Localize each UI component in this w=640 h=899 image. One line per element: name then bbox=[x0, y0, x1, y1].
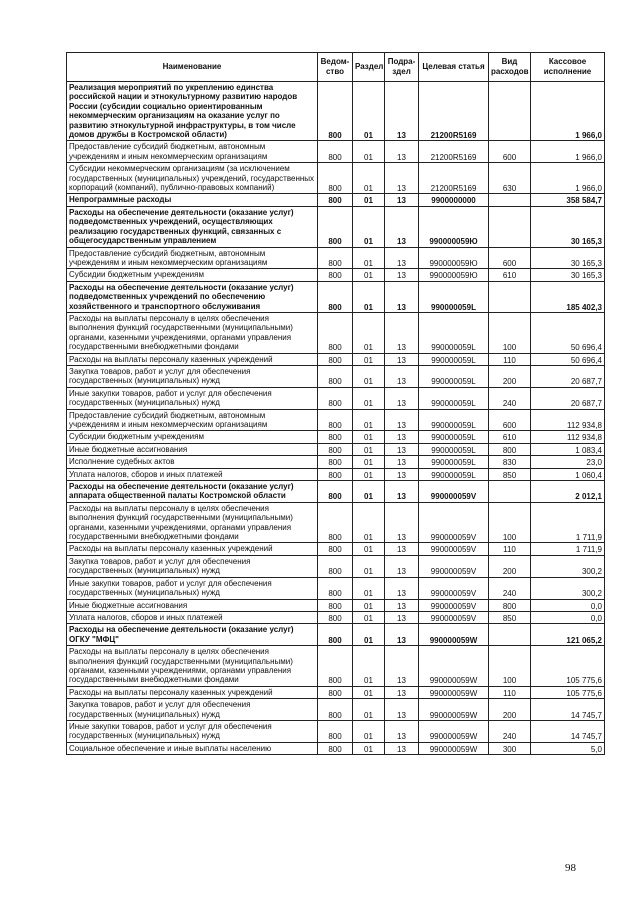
cell-razdel: 01 bbox=[353, 502, 385, 543]
cell-podrazdel: 13 bbox=[385, 611, 419, 623]
table-row bbox=[67, 353, 605, 365]
cell-vedomstvo: 800 bbox=[318, 312, 353, 353]
cell-razdel: 01 bbox=[353, 599, 385, 611]
cell-amount: 50 696,4 bbox=[531, 353, 605, 365]
cell-vedomstvo: 800 bbox=[318, 624, 353, 646]
cell-podrazdel: 13 bbox=[385, 599, 419, 611]
cell-razdel: 01 bbox=[353, 481, 385, 503]
table-row bbox=[67, 502, 605, 543]
cell-amount: 30 165,3 bbox=[531, 247, 605, 269]
cell-statya: 990000059L bbox=[419, 353, 489, 365]
cell-vid: 300 bbox=[489, 742, 531, 754]
cell-statya: 990000059V bbox=[419, 502, 489, 543]
cell-name: Иные закупки товаров, работ и услуг для обеспечения государственных (муниципальных) нужд bbox=[67, 577, 318, 599]
cell-razdel: 01 bbox=[353, 387, 385, 409]
cell-amount: 30 165,3 bbox=[531, 269, 605, 281]
cell-statya: 990000059L bbox=[419, 312, 489, 353]
cell-razdel: 01 bbox=[353, 194, 385, 206]
cell-vedomstvo: 800 bbox=[318, 269, 353, 281]
cell-razdel: 01 bbox=[353, 720, 385, 742]
table-row bbox=[67, 443, 605, 455]
cell-name: Закупка товаров, работ и услуг для обеспечения государственных (муниципальных) нужд bbox=[67, 555, 318, 577]
table-row bbox=[67, 720, 605, 742]
cell-podrazdel: 13 bbox=[385, 577, 419, 599]
cell-statya: 990000059L bbox=[419, 365, 489, 387]
cell-amount: 1 711,9 bbox=[531, 502, 605, 543]
cell-vedomstvo: 800 bbox=[318, 646, 353, 687]
table-row bbox=[67, 699, 605, 721]
table-row bbox=[67, 577, 605, 599]
cell-amount: 0,0 bbox=[531, 611, 605, 623]
cell-amount: 50 696,4 bbox=[531, 312, 605, 353]
cell-name: Закупка товаров, работ и услуг для обеспечения государственных (муниципальных) нужд bbox=[67, 365, 318, 387]
cell-name: Расходы на выплаты персоналу казенных учреждений bbox=[67, 686, 318, 698]
cell-vedomstvo: 800 bbox=[318, 686, 353, 698]
cell-vedomstvo: 800 bbox=[318, 82, 353, 141]
cell-vedomstvo: 800 bbox=[318, 611, 353, 623]
header-vedomstvo: Ведом-ство bbox=[318, 53, 353, 82]
cell-statya: 990000059W bbox=[419, 646, 489, 687]
cell-statya: 990000059V bbox=[419, 555, 489, 577]
cell-vid: 630 bbox=[489, 163, 531, 194]
cell-razdel: 01 bbox=[353, 646, 385, 687]
cell-vid bbox=[489, 82, 531, 141]
cell-statya: 990000059W bbox=[419, 720, 489, 742]
cell-razdel: 01 bbox=[353, 468, 385, 480]
cell-name: Иные бюджетные ассигнования bbox=[67, 599, 318, 611]
cell-vid: 100 bbox=[489, 502, 531, 543]
table-row bbox=[67, 646, 605, 687]
cell-name: Расходы на выплаты персоналу в целях обеспечения выполнения функций государственными (муниципальными) органами, казенными учреждениями, органами управления государственными внебюджетными фондами bbox=[67, 312, 318, 353]
cell-vid: 110 bbox=[489, 353, 531, 365]
cell-name: Расходы на обеспечение деятельности (оказание услуг) подведомственных учреждений по обеспечению хозяйственного и транспортного обслуживания bbox=[67, 281, 318, 312]
table-row bbox=[67, 365, 605, 387]
cell-amount: 1 966,0 bbox=[531, 163, 605, 194]
cell-razdel: 01 bbox=[353, 312, 385, 353]
cell-vedomstvo: 800 bbox=[318, 409, 353, 431]
table-row bbox=[67, 247, 605, 269]
cell-vid bbox=[489, 481, 531, 503]
cell-name: Расходы на обеспечение деятельности (оказание услуг) аппарата общественной палаты Костромской области bbox=[67, 481, 318, 503]
cell-vedomstvo: 800 bbox=[318, 194, 353, 206]
cell-name: Расходы на выплаты персоналу казенных учреждений bbox=[67, 543, 318, 555]
cell-vid: 850 bbox=[489, 468, 531, 480]
cell-razdel: 01 bbox=[353, 163, 385, 194]
table-row bbox=[67, 468, 605, 480]
cell-statya: 990000059W bbox=[419, 742, 489, 754]
cell-amount: 14 745,7 bbox=[531, 720, 605, 742]
cell-amount: 358 584,7 bbox=[531, 194, 605, 206]
cell-name: Уплата налогов, сборов и иных платежей bbox=[67, 611, 318, 623]
table-row bbox=[67, 312, 605, 353]
cell-statya: 9900000000 bbox=[419, 194, 489, 206]
cell-amount: 5,0 bbox=[531, 742, 605, 754]
cell-name: Предоставление субсидий бюджетным, автономным учреждениям и иным некоммерческим организациям bbox=[67, 141, 318, 163]
cell-amount: 20 687,7 bbox=[531, 387, 605, 409]
cell-amount: 105 775,6 bbox=[531, 686, 605, 698]
cell-amount: 2 012,1 bbox=[531, 481, 605, 503]
cell-amount: 185 402,3 bbox=[531, 281, 605, 312]
cell-statya: 990000059V bbox=[419, 611, 489, 623]
page-number: 98 bbox=[565, 862, 576, 874]
cell-name: Расходы на выплаты персоналу казенных учреждений bbox=[67, 353, 318, 365]
table-row bbox=[67, 686, 605, 698]
cell-podrazdel: 13 bbox=[385, 163, 419, 194]
cell-vedomstvo: 800 bbox=[318, 443, 353, 455]
table-row bbox=[67, 206, 605, 247]
cell-vid: 800 bbox=[489, 443, 531, 455]
cell-amount: 1 966,0 bbox=[531, 141, 605, 163]
cell-podrazdel: 13 bbox=[385, 247, 419, 269]
cell-vedomstvo: 800 bbox=[318, 365, 353, 387]
cell-vid: 600 bbox=[489, 141, 531, 163]
table-row bbox=[67, 163, 605, 194]
cell-vid: 100 bbox=[489, 312, 531, 353]
cell-name: Субсидии бюджетным учреждениям bbox=[67, 269, 318, 281]
header-podrazdel: Подра-здел bbox=[385, 53, 419, 82]
cell-razdel: 01 bbox=[353, 365, 385, 387]
cell-statya: 21200R5169 bbox=[419, 141, 489, 163]
cell-amount: 300,2 bbox=[531, 555, 605, 577]
cell-razdel: 01 bbox=[353, 431, 385, 443]
cell-statya: 21200R5169 bbox=[419, 163, 489, 194]
cell-statya: 990000059V bbox=[419, 543, 489, 555]
cell-vid: 110 bbox=[489, 686, 531, 698]
cell-razdel: 01 bbox=[353, 555, 385, 577]
cell-amount: 20 687,7 bbox=[531, 365, 605, 387]
cell-statya: 990000059L bbox=[419, 431, 489, 443]
cell-podrazdel: 13 bbox=[385, 481, 419, 503]
cell-vid: 240 bbox=[489, 577, 531, 599]
table-row bbox=[67, 269, 605, 281]
cell-vid: 610 bbox=[489, 431, 531, 443]
table-row bbox=[67, 387, 605, 409]
cell-statya: 990000059L bbox=[419, 281, 489, 312]
cell-podrazdel: 13 bbox=[385, 699, 419, 721]
cell-name: Социальное обеспечение и иные выплаты населению bbox=[67, 742, 318, 754]
cell-amount: 30 165,3 bbox=[531, 206, 605, 247]
cell-vid: 800 bbox=[489, 599, 531, 611]
cell-podrazdel: 13 bbox=[385, 456, 419, 468]
cell-vid: 200 bbox=[489, 555, 531, 577]
cell-razdel: 01 bbox=[353, 206, 385, 247]
table-row bbox=[67, 431, 605, 443]
cell-name: Предоставление субсидий бюджетным, автономным учреждениям и иным некоммерческим организациям bbox=[67, 247, 318, 269]
cell-vedomstvo: 800 bbox=[318, 141, 353, 163]
cell-statya: 990000059W bbox=[419, 624, 489, 646]
cell-statya: 990000059W bbox=[419, 699, 489, 721]
cell-name: Расходы на обеспечение деятельности (оказание услуг) ОГКУ "МФЦ" bbox=[67, 624, 318, 646]
cell-podrazdel: 13 bbox=[385, 269, 419, 281]
cell-razdel: 01 bbox=[353, 269, 385, 281]
cell-statya: 990000059Ю bbox=[419, 247, 489, 269]
header-vid: Вид расходов bbox=[489, 53, 531, 82]
cell-name: Расходы на выплаты персоналу в целях обеспечения выполнения функций государственными (муниципальными) органами, казенными учреждениями, органами управления государственными внебюджетными фондами bbox=[67, 646, 318, 687]
cell-podrazdel: 13 bbox=[385, 365, 419, 387]
cell-razdel: 01 bbox=[353, 742, 385, 754]
cell-amount: 105 775,6 bbox=[531, 646, 605, 687]
cell-razdel: 01 bbox=[353, 624, 385, 646]
cell-podrazdel: 13 bbox=[385, 624, 419, 646]
cell-razdel: 01 bbox=[353, 409, 385, 431]
cell-statya: 990000059W bbox=[419, 686, 489, 698]
cell-razdel: 01 bbox=[353, 611, 385, 623]
header-ispolnenie: Кассовое исполнение bbox=[531, 53, 605, 82]
cell-vedomstvo: 800 bbox=[318, 431, 353, 443]
cell-name: Расходы на выплаты персоналу в целях обеспечения выполнения функций государственными (муниципальными) органами, казенными учреждениями, органами управления государственными внебюджетными фондами bbox=[67, 502, 318, 543]
cell-vid: 110 bbox=[489, 543, 531, 555]
cell-statya: 990000059L bbox=[419, 443, 489, 455]
cell-amount: 112 934,8 bbox=[531, 409, 605, 431]
cell-vedomstvo: 800 bbox=[318, 281, 353, 312]
cell-vedomstvo: 800 bbox=[318, 247, 353, 269]
cell-vedomstvo: 800 bbox=[318, 577, 353, 599]
cell-razdel: 01 bbox=[353, 577, 385, 599]
cell-podrazdel: 13 bbox=[385, 543, 419, 555]
cell-podrazdel: 13 bbox=[385, 353, 419, 365]
cell-statya: 990000059L bbox=[419, 468, 489, 480]
cell-podrazdel: 13 bbox=[385, 431, 419, 443]
table-row bbox=[67, 281, 605, 312]
cell-vid: 600 bbox=[489, 409, 531, 431]
cell-vid: 200 bbox=[489, 699, 531, 721]
cell-vedomstvo: 800 bbox=[318, 599, 353, 611]
cell-vedomstvo: 800 bbox=[318, 742, 353, 754]
cell-amount: 14 745,7 bbox=[531, 699, 605, 721]
cell-amount: 1 060,4 bbox=[531, 468, 605, 480]
cell-name: Предоставление субсидий бюджетным, автономным учреждениям и иным некоммерческим организациям bbox=[67, 409, 318, 431]
cell-vedomstvo: 800 bbox=[318, 481, 353, 503]
cell-vid bbox=[489, 194, 531, 206]
cell-vid bbox=[489, 624, 531, 646]
cell-statya: 990000059L bbox=[419, 409, 489, 431]
cell-vedomstvo: 800 bbox=[318, 163, 353, 194]
cell-name: Субсидии бюджетным учреждениям bbox=[67, 431, 318, 443]
cell-statya: 21200R5169 bbox=[419, 82, 489, 141]
cell-vid: 240 bbox=[489, 387, 531, 409]
cell-vedomstvo: 800 bbox=[318, 543, 353, 555]
table-row bbox=[67, 194, 605, 206]
cell-amount: 1 966,0 bbox=[531, 82, 605, 141]
cell-razdel: 01 bbox=[353, 141, 385, 163]
cell-razdel: 01 bbox=[353, 543, 385, 555]
cell-amount: 300,2 bbox=[531, 577, 605, 599]
table-row bbox=[67, 611, 605, 623]
cell-podrazdel: 13 bbox=[385, 141, 419, 163]
cell-vedomstvo: 800 bbox=[318, 699, 353, 721]
cell-name: Иные закупки товаров, работ и услуг для обеспечения государственных (муниципальных) нужд bbox=[67, 387, 318, 409]
cell-vedomstvo: 800 bbox=[318, 456, 353, 468]
cell-podrazdel: 13 bbox=[385, 742, 419, 754]
table-row bbox=[67, 742, 605, 754]
cell-name: Расходы на обеспечение деятельности (оказание услуг) подведомственных учреждений, осуществляющих реализацию государственных функций, связанных с общегосударственным управлением bbox=[67, 206, 318, 247]
table-row bbox=[67, 599, 605, 611]
cell-amount: 112 934,8 bbox=[531, 431, 605, 443]
cell-podrazdel: 13 bbox=[385, 720, 419, 742]
cell-name: Закупка товаров, работ и услуг для обеспечения государственных (муниципальных) нужд bbox=[67, 699, 318, 721]
cell-statya: 990000059V bbox=[419, 481, 489, 503]
cell-statya: 990000059V bbox=[419, 577, 489, 599]
cell-podrazdel: 13 bbox=[385, 409, 419, 431]
cell-name: Уплата налогов, сборов и иных платежей bbox=[67, 468, 318, 480]
cell-amount: 1 083,4 bbox=[531, 443, 605, 455]
cell-vedomstvo: 800 bbox=[318, 206, 353, 247]
cell-amount: 121 065,2 bbox=[531, 624, 605, 646]
cell-amount: 0,0 bbox=[531, 599, 605, 611]
cell-vedomstvo: 800 bbox=[318, 555, 353, 577]
cell-name: Непрограммные расходы bbox=[67, 194, 318, 206]
cell-name: Исполнение судебных актов bbox=[67, 456, 318, 468]
table-row bbox=[67, 481, 605, 503]
table-row bbox=[67, 141, 605, 163]
table-header-row bbox=[67, 53, 605, 82]
table-row bbox=[67, 82, 605, 141]
cell-statya: 990000059V bbox=[419, 599, 489, 611]
header-name: Наименование bbox=[67, 53, 318, 82]
cell-podrazdel: 13 bbox=[385, 686, 419, 698]
cell-razdel: 01 bbox=[353, 281, 385, 312]
cell-vedomstvo: 800 bbox=[318, 468, 353, 480]
cell-podrazdel: 13 bbox=[385, 502, 419, 543]
cell-vid: 830 bbox=[489, 456, 531, 468]
cell-vid: 610 bbox=[489, 269, 531, 281]
table-row bbox=[67, 543, 605, 555]
header-razdel: Раздел bbox=[353, 53, 385, 82]
cell-statya: 990000059Ю bbox=[419, 269, 489, 281]
cell-vedomstvo: 800 bbox=[318, 502, 353, 543]
cell-podrazdel: 13 bbox=[385, 555, 419, 577]
cell-vedomstvo: 800 bbox=[318, 387, 353, 409]
cell-name: Иные закупки товаров, работ и услуг для обеспечения государственных (муниципальных) нужд bbox=[67, 720, 318, 742]
cell-razdel: 01 bbox=[353, 443, 385, 455]
cell-vid: 240 bbox=[489, 720, 531, 742]
cell-razdel: 01 bbox=[353, 247, 385, 269]
header-statya: Целевая статья bbox=[419, 53, 489, 82]
cell-razdel: 01 bbox=[353, 686, 385, 698]
cell-podrazdel: 13 bbox=[385, 646, 419, 687]
cell-razdel: 01 bbox=[353, 353, 385, 365]
cell-statya: 990000059L bbox=[419, 456, 489, 468]
cell-razdel: 01 bbox=[353, 699, 385, 721]
cell-podrazdel: 13 bbox=[385, 443, 419, 455]
cell-vid bbox=[489, 206, 531, 247]
table-row bbox=[67, 409, 605, 431]
cell-razdel: 01 bbox=[353, 456, 385, 468]
cell-amount: 1 711,9 bbox=[531, 543, 605, 555]
cell-vid: 100 bbox=[489, 646, 531, 687]
cell-podrazdel: 13 bbox=[385, 82, 419, 141]
cell-statya: 990000059L bbox=[419, 387, 489, 409]
cell-podrazdel: 13 bbox=[385, 194, 419, 206]
table-body bbox=[67, 82, 605, 755]
cell-amount: 23,0 bbox=[531, 456, 605, 468]
budget-table-container bbox=[66, 52, 604, 755]
cell-name: Реализация мероприятий по укреплению единства российской нации и этнокультурному развитию народов России (субсидии социально ориентированным некоммерческим организациям на оказание услуг по развитию этнокультурной инфраструктуры, в том числе домов дружбы в Костромской области) bbox=[67, 82, 318, 141]
cell-podrazdel: 13 bbox=[385, 387, 419, 409]
cell-podrazdel: 13 bbox=[385, 206, 419, 247]
cell-podrazdel: 13 bbox=[385, 468, 419, 480]
cell-podrazdel: 13 bbox=[385, 312, 419, 353]
cell-vedomstvo: 800 bbox=[318, 720, 353, 742]
table-row bbox=[67, 624, 605, 646]
cell-vid: 200 bbox=[489, 365, 531, 387]
cell-vid bbox=[489, 281, 531, 312]
cell-name: Субсидии некоммерческим организациям (за исключением государственных (муниципальных) учреждений, государственных корпораций (компаний), публично-правовых компаний) bbox=[67, 163, 318, 194]
cell-name: Иные бюджетные ассигнования bbox=[67, 443, 318, 455]
cell-vid: 850 bbox=[489, 611, 531, 623]
cell-statya: 990000059Ю bbox=[419, 206, 489, 247]
cell-vid: 600 bbox=[489, 247, 531, 269]
budget-table bbox=[66, 52, 605, 755]
cell-vedomstvo: 800 bbox=[318, 353, 353, 365]
cell-razdel: 01 bbox=[353, 82, 385, 141]
table-row bbox=[67, 555, 605, 577]
cell-podrazdel: 13 bbox=[385, 281, 419, 312]
table-row bbox=[67, 456, 605, 468]
